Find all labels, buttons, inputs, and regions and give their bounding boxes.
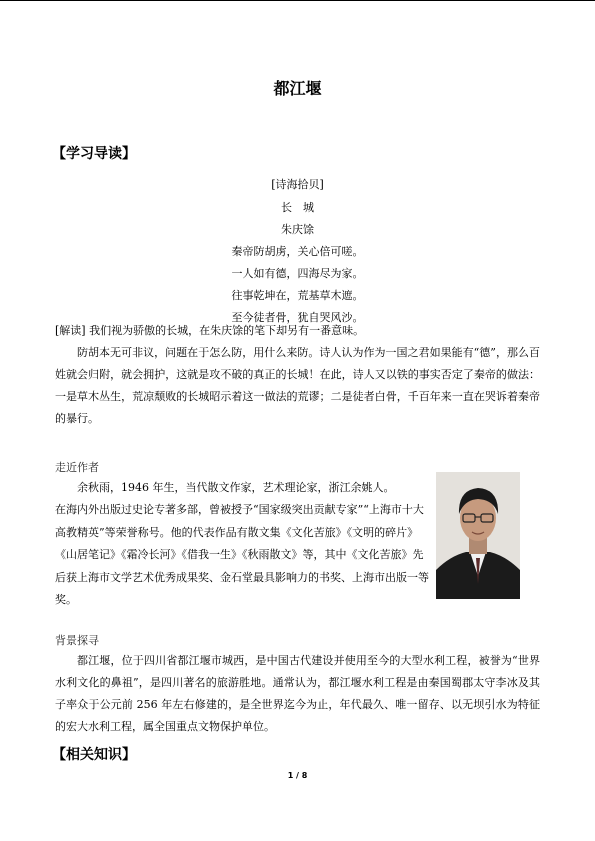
poem-tag: [诗海拾贝] <box>271 178 324 191</box>
section-heading-related-knowledge: 【相关知识】 <box>52 747 136 763</box>
background-body: 都江堰，位于四川省都江堰市城西，是中国古代建设并使用至今的大型水利工程，被誉为“世界水利文化的鼻祖”，是四川著名的旅游胜地。通常认为，都江堰水利工程是由秦国蜀郡太守李冰及其子率众于公元前 256 年左右修建的，是全世界迄今为止，年代最久、唯一留存、以无坝引水为特征的宏大水利工程，属全国重点文物保护单位。 <box>55 654 540 733</box>
commentary-label: [解读] <box>55 324 86 337</box>
commentary-intro <box>55 320 540 342</box>
page-number: 1 / 8 <box>287 771 308 780</box>
poem-line-1: 秦帝防胡虏，关心倍可嗟。 <box>231 245 364 258</box>
author-body: 在海内外出版过史论专著多部，曾被授予“国家级突出贡献专家”“上海市十大高教精英”等荣誉称号。他的代表作品有散文集《文化苦旅》《文明的碎片》《山居笔记》《霜冷长河》《借我一生》《秋雨散文》等，其中《文化苦旅》先后获上海市文学艺术优秀成果奖、金石堂最具影响力的书奖、上海市出版一等奖。 <box>55 503 429 606</box>
poem-title: 长 城 <box>281 201 314 214</box>
page-title: 都江堰 <box>273 79 322 98</box>
author-line-1: 余秋雨，1946 年生，当代散文作家，艺术理论家，浙江余姚人。 <box>77 481 395 494</box>
poem-line-2: 一人如有德，四海尽为家。 <box>231 267 364 280</box>
background-section-label: 背景探寻 <box>55 634 99 647</box>
commentary-body: 防胡本无可非议，问题在于怎么防，用什么来防。诗人认为作为一国之君如果能有“德”，那么百姓就会归附，就会拥护，这就是攻不破的真正的长城！在此，诗人又以铁的事实否定了秦帝的做法：一是草木丛生，荒凉颓败的长城昭示着这一做法的荒谬；二是徒者白骨，千百年来一直在哭诉着秦帝的暴行。 <box>55 346 540 425</box>
author-section-label: 走近作者 <box>55 461 99 474</box>
commentary-intro-text: 我们视为骄傲的长城，在朱庆馀的笔下却另有一番意味。 <box>89 324 365 337</box>
top-rule <box>0 0 595 1</box>
author-photo <box>436 472 520 599</box>
section-heading-study-guide: 【学习导读】 <box>52 146 136 162</box>
poem-line-4: 至今徒者骨，犹自哭风沙。 <box>231 311 364 324</box>
poem-author: 朱庆馀 <box>281 223 314 236</box>
poem-line-3: 往事乾坤在，荒基草木遮。 <box>231 289 364 302</box>
author-portrait-icon <box>436 472 520 599</box>
